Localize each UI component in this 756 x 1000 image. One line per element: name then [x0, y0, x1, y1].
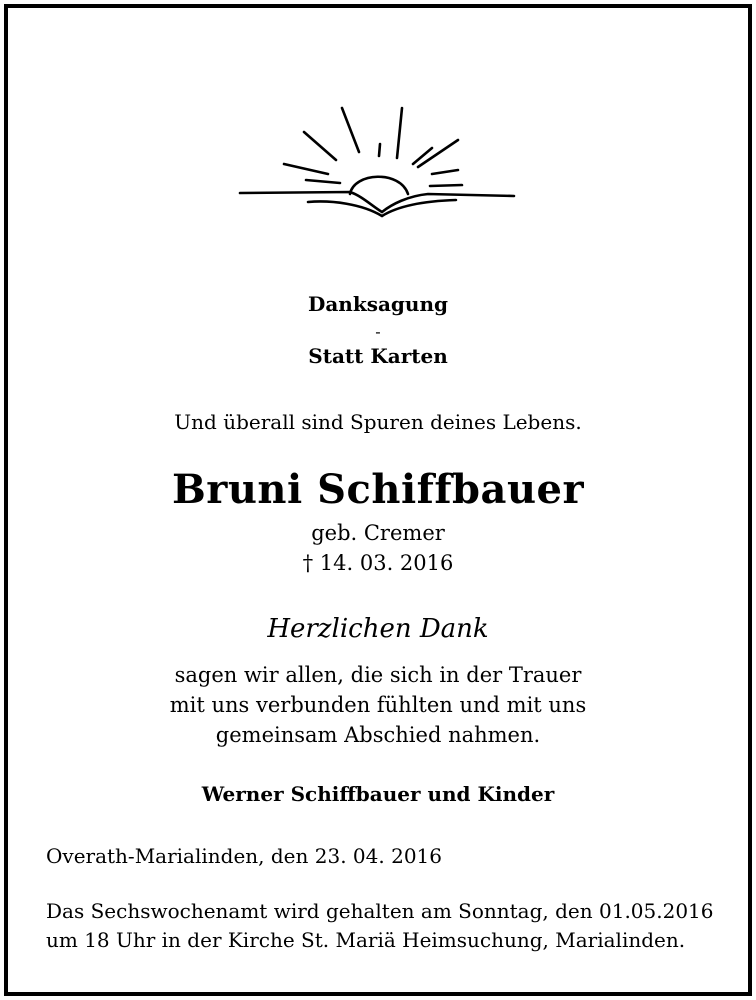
signers: Werner Schiffbauer und Kinder: [201, 782, 555, 806]
place-date: Overath-Marialinden, den 23. 04. 2016: [46, 844, 442, 868]
thanks-line: gemeinsam Abschied nahmen.: [215, 723, 541, 747]
mass-line: um 18 Uhr in der Kirche St. Mariä Heimsuchung, Marialinden.: [46, 928, 686, 952]
thanks-line: sagen wir allen, die sich in der Trauer: [174, 663, 582, 687]
quote: Und überall sind Spuren deines Lebens.: [174, 410, 582, 434]
thanks-title: Herzlichen Dank: [267, 614, 489, 644]
subheading: Statt Karten: [308, 344, 448, 368]
heading: Danksagung: [308, 292, 448, 316]
thanks-line: mit uns verbunden fühlten und mit uns: [169, 693, 587, 717]
death-date: † 14. 03. 2016: [302, 551, 454, 575]
sunrise-icon: [232, 100, 522, 230]
maiden-name: geb. Cremer: [311, 521, 445, 545]
deceased-name: Bruni Schiffbauer: [171, 466, 585, 513]
mass-line: Das Sechswochenamt wird gehalten am Sonntag, den 01.05.2016: [46, 899, 714, 923]
separator: -: [375, 322, 381, 341]
